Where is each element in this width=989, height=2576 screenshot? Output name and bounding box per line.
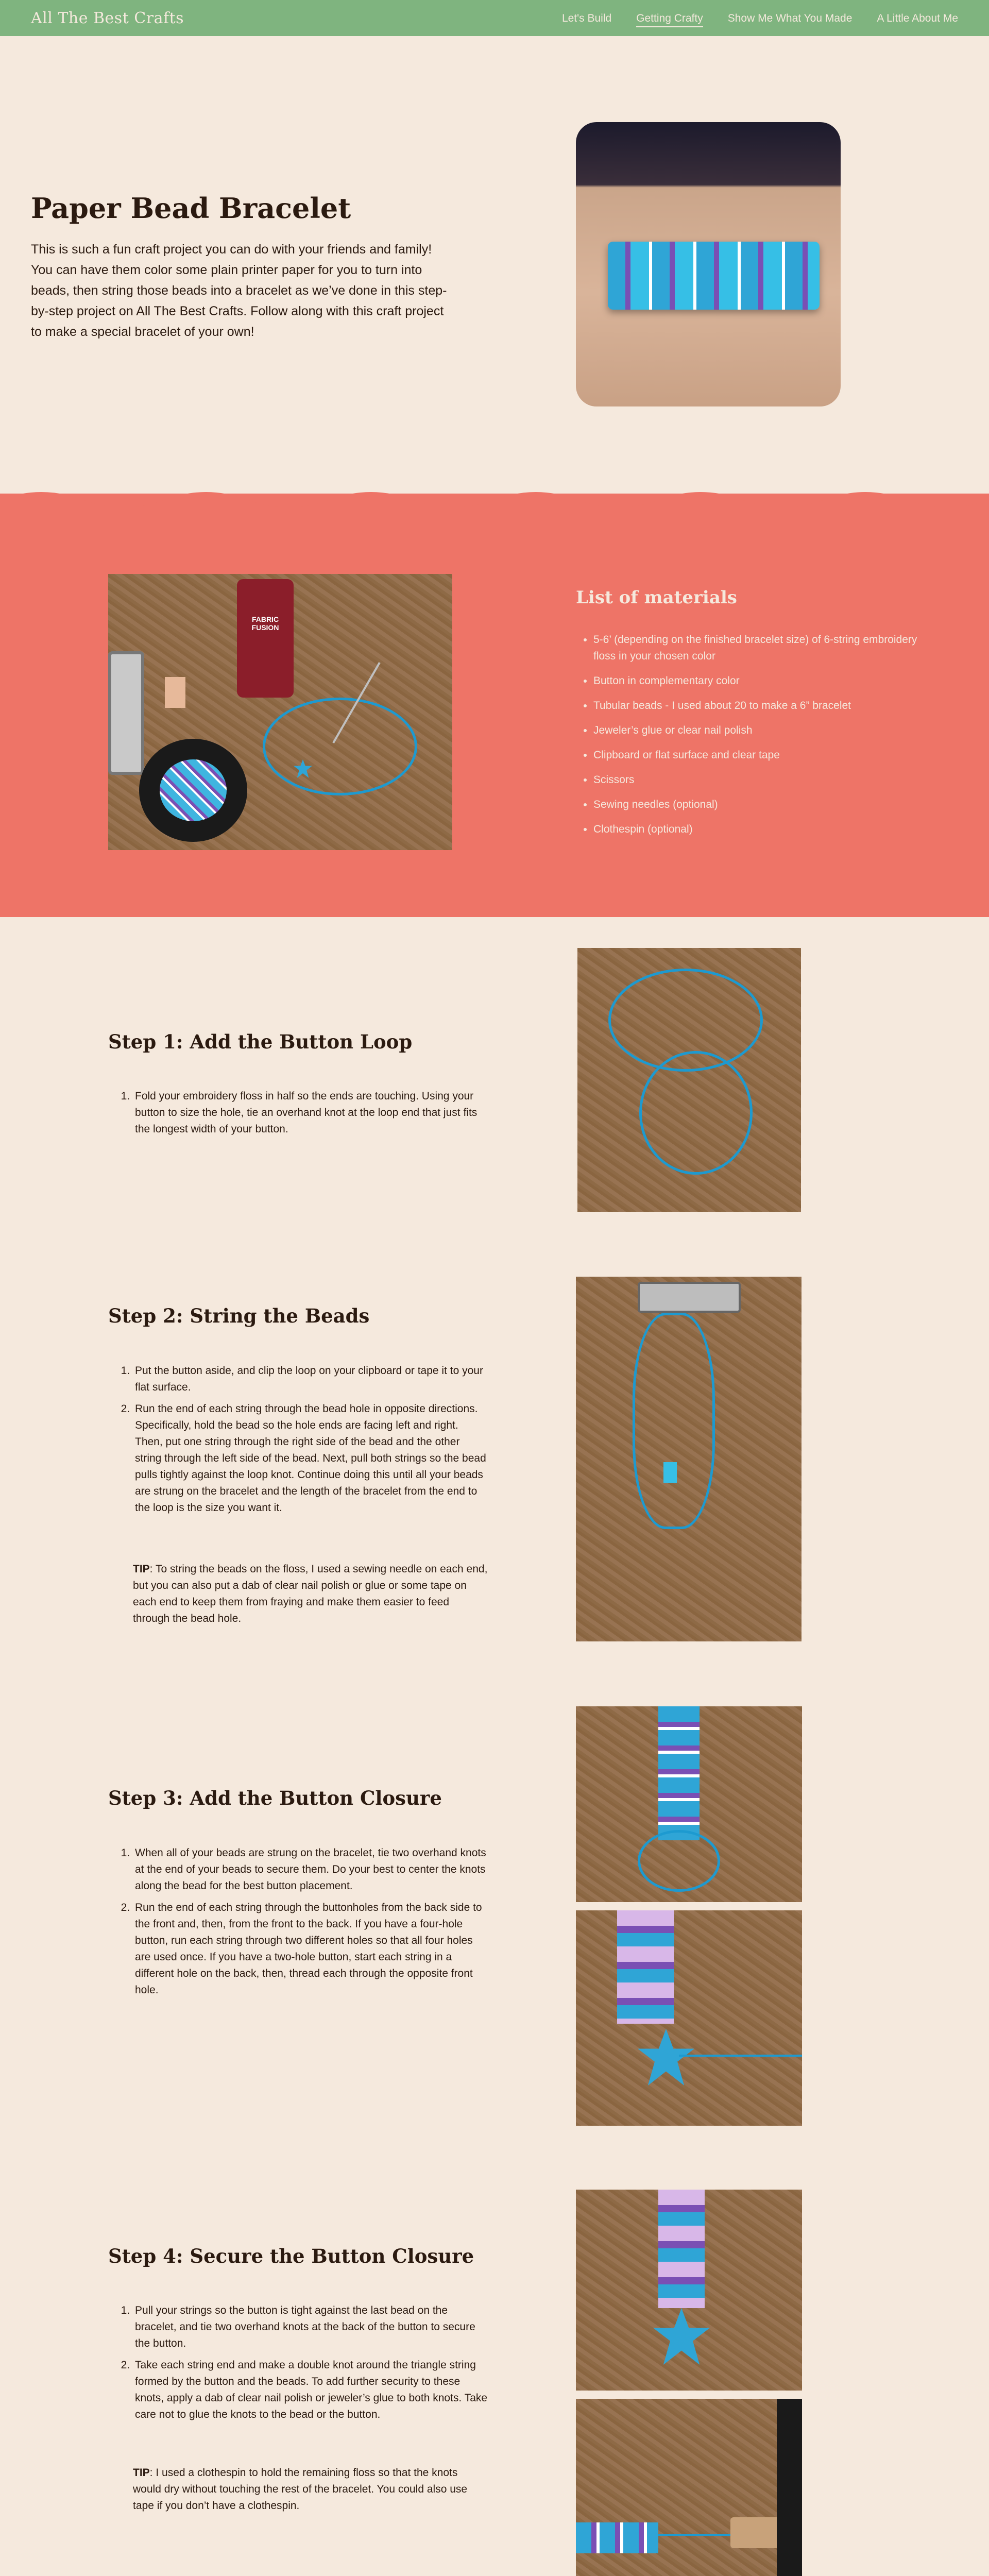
flower-button <box>653 2308 710 2365</box>
nav-getting-crafty[interactable]: Getting Crafty <box>636 12 703 27</box>
step-2-item-2: 2. Run the end of each string through the bead hole in opposite directions. Specifically, hold the bead so the hole ends are facing left and right. Then, put one string through the right side of the bead and the other string through the left side of the bead. Next, pull both strings so the bead pulls tightly against the loop knot. Continue doing this until all your beads are strung on the bracelet and the length of the bracelet from the end to the loop is the size you want it. <box>133 1401 488 1516</box>
step-4-tip <box>133 2465 488 2514</box>
material-item: • 5-6’ (depending on the finished bracelet size) of 6-string embroidery floss in your chosen color <box>593 632 933 665</box>
step-2-photo <box>576 1277 802 1641</box>
page-title: Paper Bead Bracelet <box>31 192 351 225</box>
step-4-photo-b <box>576 2399 802 2576</box>
floss-strand <box>658 2534 736 2536</box>
clipboard-clip <box>638 1282 741 1313</box>
flower-button <box>638 2029 694 2086</box>
hero-bracelet-photo <box>576 122 841 406</box>
step-1-title: Step 1: Add the Button Loop <box>108 1030 413 1053</box>
floss-loop <box>639 1051 753 1175</box>
material-item: • Clothespin (optional) <box>593 821 933 838</box>
step-1-item-1: 1. Fold your embroidery floss in half so the ends are touching. Using your button to size the hole, tie an overhand knot at the loop end that just fits the longest width of your button. <box>133 1088 488 1138</box>
step-4-list <box>133 2302 488 2428</box>
materials-title: List of materials <box>576 587 737 608</box>
glue-bottle <box>237 579 294 698</box>
site-brand[interactable]: All The Best Crafts <box>31 9 184 27</box>
step-2-list <box>133 1363 488 1521</box>
glue-label: FABRIC FUSION <box>251 615 279 632</box>
clipboard-clip <box>108 651 144 775</box>
wave-divider-top <box>0 479 989 510</box>
material-item: • Jeweler’s glue or clear nail polish <box>593 722 933 739</box>
step-2-tip <box>133 1561 488 1627</box>
step-4-item-2: 2. Take each string end and make a double knot around the triangle string formed by the button and the beads. To add further security to these knots, apply a dab of clear nail polish or jeweler’s glue to both knots. Take care not to glue the knots to the bead or the button. <box>133 2357 488 2423</box>
nav-lets-build[interactable]: Let's Build <box>561 12 612 24</box>
step-1-photo <box>577 948 801 1212</box>
material-item: • Clipboard or flat surface and clear tape <box>593 747 933 764</box>
step-3-item-2: 2. Run the end of each string through the buttonholes from the back side to the front and, then, from the front to the back. If you have a four-hole button, run each string through two different holes so that all four holes are used once. If you have a two-hole button, start each string in a different hole on the back, then, thread each through the opposite front hole. <box>133 1900 488 1998</box>
step-3-photo-a <box>576 1706 802 1902</box>
floss-strand <box>638 1830 720 1892</box>
dark-edge <box>777 2399 802 2576</box>
step-4-item-1: 1. Pull your strings so the button is tight against the last bead on the bracelet, and tie two overhand knots at the back of the button to secure the button. <box>133 2302 488 2352</box>
tip-label: TIP <box>133 2467 150 2479</box>
material-item: • Sewing needles (optional) <box>593 796 933 813</box>
materials-list <box>593 632 933 846</box>
hero-intro: This is such a fun craft project you can do with your friends and family! You can have them color some plain printer paper for you to turn into beads, then string those beads into a bracelet as we’ve done in this step-by-step project on All The Best Crafts. Follow along with this craft project to make a special bracelet of your own! <box>31 242 447 339</box>
main-nav <box>562 12 958 27</box>
step-2-item-1: 1. Put the button aside, and clip the loop on your clipboard or tape it to your flat surface. <box>133 1363 488 1396</box>
tip-label: TIP <box>133 1563 150 1575</box>
tip-text: : To string the beads on the floss, I used a sewing needle on each end, but you can also put a dab of clear nail polish or glue or some tape on each end to keep them from fraying and make them easier to feed through the bead hole. <box>133 1563 488 1624</box>
step-4-photo-a <box>576 2190 802 2391</box>
bead-column <box>617 1910 674 2024</box>
step-3-list <box>133 1845 488 2004</box>
bead-column <box>658 2190 705 2308</box>
material-item: • Scissors <box>593 772 933 788</box>
step-3-item-1: 1. When all of your beads are strung on the bracelet, tie two overhand knots at the end of your beads to secure them. Do your best to center the knots along the bead for the best button placement. <box>133 1845 488 1894</box>
bead-row <box>576 2522 658 2553</box>
nav-a-little-about-me[interactable]: A Little About Me <box>877 12 958 24</box>
step-3-title: Step 3: Add the Button Closure <box>108 1787 442 1809</box>
step-4-title: Step 4: Secure the Button Closure <box>108 2245 474 2267</box>
beads <box>160 759 227 821</box>
materials-photo <box>108 574 452 850</box>
bead-bowl <box>139 739 247 842</box>
cork-stopper <box>165 677 185 708</box>
step-3-photo-b <box>576 1910 802 2126</box>
bracelet-band <box>608 242 820 310</box>
material-item: • Button in complementary color <box>593 673 933 689</box>
step-2-title: Step 2: String the Beads <box>108 1304 370 1327</box>
floss-strand <box>263 698 417 795</box>
material-item: • Tubular beads - I used about 20 to make a 6” bracelet <box>593 698 933 714</box>
tip-text: : I used a clothespin to hold the remaining floss so that the knots would dry without touching the rest of the bracelet. You could also use tape if you don’t have a clothespin. <box>133 2467 468 2512</box>
bead-column <box>658 1706 700 1840</box>
floss-strand <box>679 2055 802 2057</box>
bead <box>663 1462 677 1483</box>
site-header <box>0 0 989 36</box>
floss-strand <box>633 1313 715 1529</box>
nav-show-me-what-you-made[interactable]: Show Me What You Made <box>727 12 852 24</box>
step-1-list <box>133 1088 488 1143</box>
